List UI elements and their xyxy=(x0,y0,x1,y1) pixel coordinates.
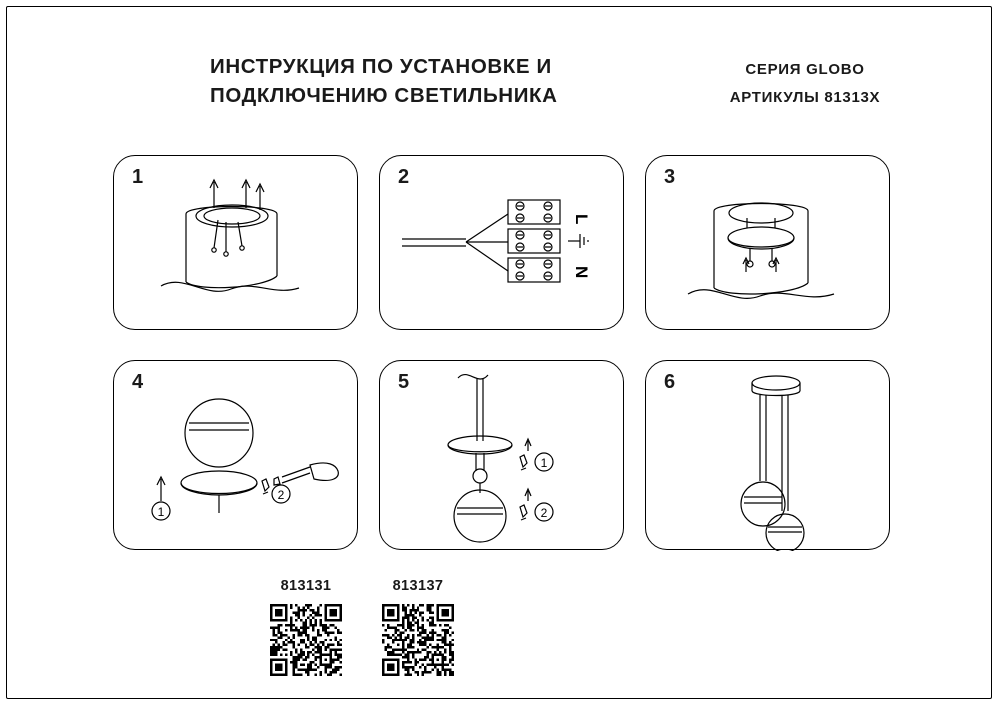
step-panel-3 xyxy=(645,155,890,330)
series-info xyxy=(640,56,970,112)
terminal-label-L: L xyxy=(572,214,591,225)
terminal-label-N: N xyxy=(572,266,591,279)
step-illustration-5 xyxy=(380,361,625,551)
qr-label-1: 813137 xyxy=(392,578,444,594)
callout-4-1: 1 xyxy=(157,505,165,519)
step-illustration-4 xyxy=(114,361,359,551)
step-panel-4 xyxy=(113,360,358,550)
callout-5-1: 1 xyxy=(540,456,548,470)
page-title xyxy=(210,52,630,110)
qr-image-0 xyxy=(270,604,342,676)
step-panel-5 xyxy=(379,360,624,550)
step-illustration-2 xyxy=(380,156,625,331)
step-panel-2 xyxy=(379,155,624,330)
step-illustration-6 xyxy=(646,361,891,551)
page-title-line2: ПОДКЛЮЧЕНИЮ СВЕТИЛЬНИКА xyxy=(210,84,558,107)
step-number-2: 2 xyxy=(398,166,410,188)
page-title-line1: ИНСТРУКЦИЯ ПО УСТАНОВКЕ И xyxy=(210,55,552,78)
step-panel-1 xyxy=(113,155,358,330)
step-illustration-3 xyxy=(646,156,891,331)
step-number-5: 5 xyxy=(398,371,410,393)
step-number-1: 1 xyxy=(132,166,144,188)
qr-label-0: 813131 xyxy=(280,578,332,594)
qr-813137 xyxy=(380,578,456,676)
qr-813131 xyxy=(268,578,344,676)
step-number-3: 3 xyxy=(664,166,676,188)
callout-4-2: 2 xyxy=(277,488,285,502)
series-label: СЕРИЯ GLOBO xyxy=(745,61,865,78)
step-number-6: 6 xyxy=(664,371,676,393)
qr-code-group xyxy=(268,578,456,676)
article-label: АРТИКУЛЫ 81313X xyxy=(729,89,881,106)
step-number-4: 4 xyxy=(132,371,144,393)
qr-image-1 xyxy=(382,604,454,676)
callout-5-2: 2 xyxy=(540,506,548,520)
step-panel-6 xyxy=(645,360,890,550)
step-illustration-1 xyxy=(114,156,359,331)
